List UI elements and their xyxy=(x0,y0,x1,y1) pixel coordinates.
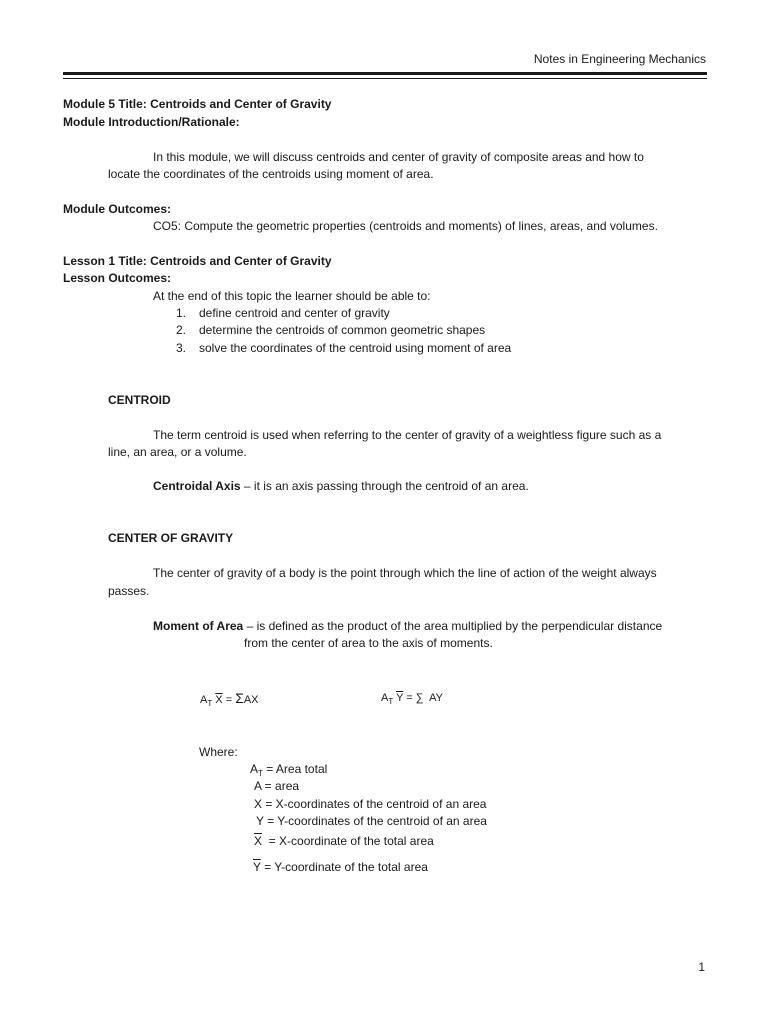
outcome-number: 2. xyxy=(176,323,187,337)
centroid-heading: CENTROID xyxy=(108,393,171,407)
module-intro-line1: In this module, we will discuss centroids and center of gravity of composite areas and how to xyxy=(153,150,644,164)
centroid-para-line1: The term centroid is used when referring to the center of gravity of a weightless figure such as a xyxy=(153,428,662,442)
outcome-text: define centroid and center of gravity xyxy=(199,306,390,320)
where-xbar: $\overline{X}$ = X-coordinate of the total area xyxy=(254,834,434,848)
outcome-number: 1. xyxy=(176,306,187,320)
where-at: $A_T$ = Area total xyxy=(250,762,328,778)
y-bar-symbol: $\overline{Y}$ xyxy=(253,860,261,874)
moment-of-area-continuation: from the center of area to the axis of moments. xyxy=(244,636,493,650)
outcome-text: solve the coordinates of the centroid using moment of area xyxy=(199,341,512,355)
page-number: 1 xyxy=(698,960,705,974)
module-outcomes-heading: Module Outcomes: xyxy=(63,202,172,216)
module-outcome-co5: CO5: Compute the geometric properties (centroids and moments) of lines, areas, and volumes. xyxy=(153,219,658,233)
x-bar-symbol: $\overline{X}$ xyxy=(254,834,263,848)
header-rule-thick xyxy=(63,72,707,75)
x-bar-symbol: $\overline{X}$ xyxy=(215,694,223,706)
where-a: A = area xyxy=(254,779,300,793)
formula-x: $A_T$ $\overline{X} = \Sigma AX$ xyxy=(200,690,259,708)
sigma-symbol: ∑ xyxy=(415,692,424,704)
where-ybar: $\overline{Y}$ = Y-coordinate of the total area xyxy=(253,860,428,874)
where-y: Y = Y-coordinates of the centroid of an area xyxy=(256,814,487,828)
running-header: Notes in Engineering Mechanics xyxy=(533,52,706,66)
module-title: Module 5 Title: Centroids and Center of Gravity xyxy=(63,97,332,111)
gravity-heading: CENTER OF GRAVITY xyxy=(108,531,234,545)
outcome-number: 3. xyxy=(176,341,187,355)
moment-of-area-text: – is defined as the product of the area multiplied by the perpendicular distance xyxy=(243,619,663,633)
centroidal-axis-text: – it is an axis passing through the centroid of an area. xyxy=(240,479,529,493)
module-intro-line2: locate the coordinates of the centroids using moment of area. xyxy=(108,167,434,181)
centroidal-axis-definition xyxy=(153,478,529,495)
y-bar-symbol: $\overline{Y}$ xyxy=(396,692,404,704)
outcome-text: determine the centroids of common geometric shapes xyxy=(199,323,486,337)
moment-of-area-term: Moment of Area xyxy=(153,619,244,633)
gravity-para-line2: passes. xyxy=(108,584,150,598)
moment-of-area-definition xyxy=(153,618,662,635)
centroid-para-line2: line, an area, or a volume. xyxy=(108,445,247,459)
where-label: Where: xyxy=(199,745,238,759)
formula-y: $A_T$ $\overline{Y}$ = ∑ AY xyxy=(381,692,443,706)
lesson-outcomes-intro: At the end of this topic the learner should be able to: xyxy=(153,289,431,303)
lesson-title: Lesson 1 Title: Centroids and Center of Gravity xyxy=(63,254,332,268)
where-x: X = X-coordinates of the centroid of an area xyxy=(254,797,487,811)
gravity-para-line1: The center of gravity of a body is the point through which the line of action of the weight always xyxy=(153,566,657,580)
centroidal-axis-term: Centroidal Axis xyxy=(153,479,241,493)
lesson-outcomes-heading: Lesson Outcomes: xyxy=(63,271,172,285)
module-intro-heading: Module Introduction/Rationale: xyxy=(63,115,240,129)
sigma-symbol: Σ xyxy=(235,690,244,706)
header-rule-thin xyxy=(63,78,707,79)
